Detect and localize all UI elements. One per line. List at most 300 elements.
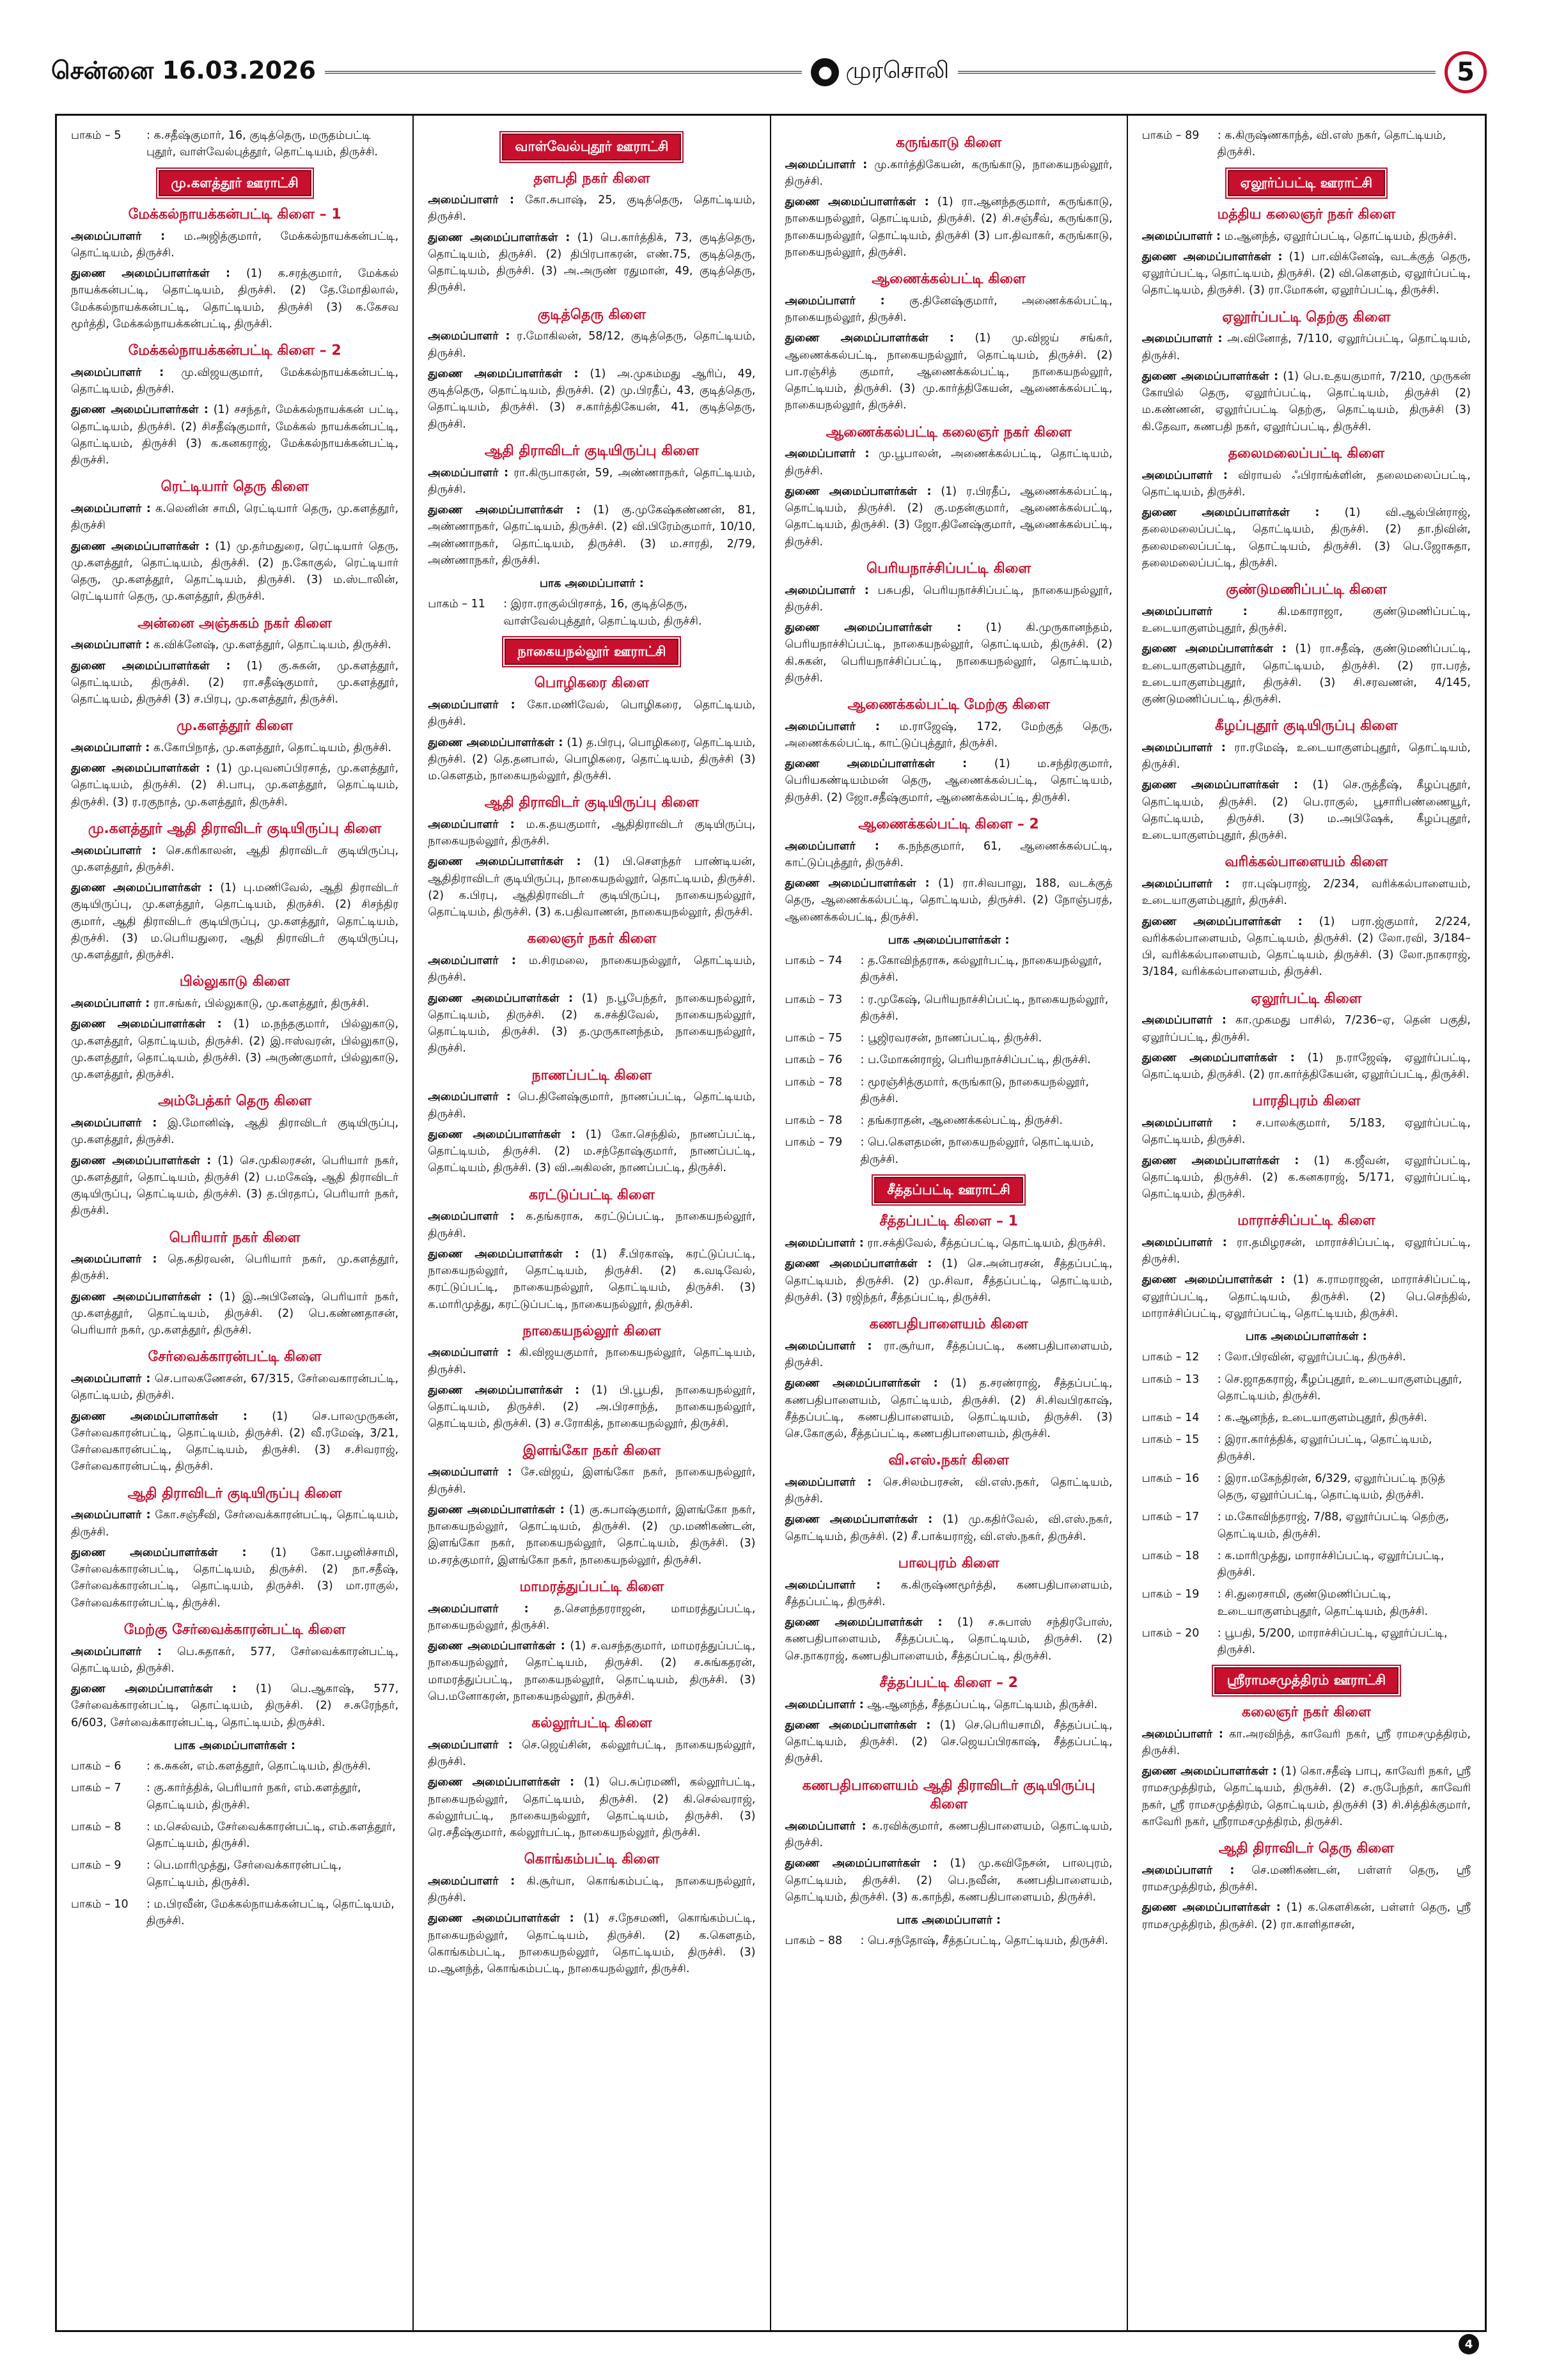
member-details: (1) கு.சுகன், மு.களத்தூர், தொட்டியம், திருச்சி. (2) ரா.சதீஷ்குமார், மு.களத்தூர், தொட்டியம், திருச்சி (3) ச.பிரபு, மு.களத்தூர், திருச்சி.	[71, 659, 399, 706]
member-details: க.தங்கராசு, கரட்டுப்பட்டி, நாகையநல்லூர், திருச்சி.	[428, 1210, 756, 1240]
member-details: க.கோபிநாத், மு.களத்தூர், தொட்டியம், திருச்சி.	[153, 741, 392, 754]
member-entry	[71, 1408, 398, 1475]
ring-logo-icon: ●	[811, 58, 839, 86]
member-details: க.விக்னேஷ், மு.களத்தூர், தொட்டியம், திருச்சி.	[153, 639, 391, 652]
member-details: (1) மு.தர்மதுரை, ரெட்டியார் தெரு, மு.களத்தூர், தொட்டியம், திருச்சி. (2) ந.கோகுல், ரெட்டியார் தெரு, மு.களத்தூர், தொட்டியம், திருச்சி. (3) ம.ஸ்டாலின், ரெட்டியார் தெரு, மு.களத்தூர், திருச்சி.	[71, 540, 399, 603]
booth-number: பாகம் – 8	[71, 1820, 121, 1833]
member-role-label: துணை அமைப்பாளர்கள் :	[71, 540, 210, 553]
member-details: (1) மு.கதிர்வேல், வி.எஸ்.நகர், தொட்டியம், திருச்சி. (2) சீ.பாக்யராஜ், வி.எஸ்.நகர், திருச்சி.	[785, 1513, 1113, 1543]
member-role-label: அமைப்பாளர் :	[71, 229, 166, 243]
booth-number: பாகம் – 13	[1141, 1373, 1200, 1386]
member-role-label: அமைப்பாளர் :	[428, 1346, 512, 1360]
member-role-label: துணை அமைப்பாளர்கள் :	[71, 1018, 222, 1031]
member-details: ஆ.ஆனந்த், சீத்தப்பட்டி, தொட்டியம், திருச்சி.	[867, 1698, 1098, 1711]
booth-details: : இரா.கார்த்திக், ஏலூர்ப்பட்டி, தொட்டியம், திருச்சி.	[1217, 1433, 1432, 1463]
section-banner-label: ஏலூர்ப்பட்டி ஊராட்சி	[1228, 170, 1385, 197]
booth-details: : செ.ஜாதகராஜ், கீழப்புதூர், உடையாகுளம்புதூர், தொட்டியம், திருச்சி.	[1217, 1373, 1462, 1403]
member-role-label: அமைப்பாளர் :	[785, 294, 885, 307]
member-role-label: அமைப்பாளர் :	[1141, 1117, 1237, 1130]
member-role-label: அமைப்பாளர் :	[1141, 469, 1228, 482]
member-role-label: அமைப்பாளர் :	[1141, 1727, 1223, 1741]
member-entry	[428, 1774, 755, 1841]
member-entry	[71, 1016, 398, 1083]
booth-number: பாகம் – 20	[1141, 1626, 1200, 1640]
member-role-label: அமைப்பாளர் :	[428, 1738, 513, 1752]
member-details: (1) க.ராமராஜன், மாராச்சிப்பட்டி, ஏலூர்ப்பட்டி, தொட்டியம், திருச்சி. (2) பெ.செந்தில், மாராச்சிப்பட்டி, ஏலூர்ப்பட்டி, தொட்டியம், திருச்சி.	[1141, 1273, 1471, 1320]
member-entry	[428, 1464, 755, 1498]
member-entry	[785, 1338, 1113, 1372]
member-role-label: அமைப்பாளர் :	[1141, 229, 1221, 243]
member-role-label: அமைப்பாளர் :	[785, 1578, 881, 1592]
member-entry	[785, 330, 1113, 414]
member-entry	[428, 853, 755, 921]
member-role-label: துணை அமைப்பாளர்கள் :	[1141, 369, 1279, 383]
booth-list-heading: பாக அமைப்பாளர்கள் :	[888, 933, 1010, 947]
branch-heading: மாமரத்துப்பட்டி கிளை	[519, 1578, 664, 1595]
booth-details: : ம.செல்வம், சேர்வைக்காரன்பட்டி, எம்.களத்தூர், தொட்டியம், திருச்சி.	[146, 1820, 396, 1850]
member-role-label: துணை அமைப்பாளர்கள் :	[428, 1128, 576, 1141]
member-details: (1) செ.பாலமுருகன், சேர்வைகாரன்பட்டி, தொட்டியம், திருச்சி. (2) வீ.ரமேஷ், 3/21, சேர்வைகாரன்பட்டி, தொட்டியம், திருச்சி. (3) ச.சிவராஜ், சேர்வைகாரன்பட்டி, திருச்சி.	[71, 1410, 399, 1474]
member-role-label: அமைப்பாளர் :	[785, 1475, 872, 1489]
booth-number: பாகம் – 17	[1141, 1511, 1200, 1524]
member-role-label: துணை அமைப்பாளர்கள் :	[785, 332, 954, 345]
member-role-label: துணை அமைப்பாளர்கள் :	[785, 1257, 932, 1271]
booth-entry	[1142, 1470, 1471, 1504]
member-entry	[1142, 740, 1471, 774]
booth-entry	[428, 596, 755, 630]
booth-number: பாகம் – 75	[785, 1032, 843, 1045]
booth-entry	[71, 1780, 398, 1814]
member-details: மு.பூபாலன், அணைக்கல்பட்டி, தொட்டியம், திருச்சி.	[785, 447, 1113, 478]
member-details: (1) இ.அபினேஷ், பெரியார் நகர், மு.களத்தூர், தொட்டியம், திருச்சி. (2) பெ.கண்ணதாசன், பெரியார் நகர், மு.களத்தூர், திருச்சி.	[71, 1290, 399, 1337]
branch-heading: பாரதிபுரம் கிளை	[1252, 1093, 1361, 1110]
member-details: (1) ச.வசந்தகுமார், மாமரத்துப்பட்டி, நாகையநல்லூர், தொட்டியம், திருச்சி. (2) ச.சுங்கதரன், மாமரத்துப்பட்டி, நாகையநல்லூர், தொட்டியம், திருச்சி. (3) பெ.மனோகரன், நாகையநல்லூர், திருச்சி.	[428, 1640, 756, 1703]
branch-heading: மு.களத்தூர் கிளை	[176, 718, 294, 735]
member-role-label: அமைப்பாளர் :	[71, 502, 151, 516]
member-entry	[1142, 1899, 1471, 1933]
member-details: சே.விஜய், இளங்கோ நகர், நாகையநல்லூர், திருச்சி.	[428, 1466, 756, 1496]
member-role-label: துணை அமைப்பாளர்கள் :	[785, 621, 962, 634]
newspaper-brand	[811, 58, 949, 87]
member-role-label: துணை அமைப்பாளர்கள் :	[1141, 779, 1299, 792]
member-details: த.செளந்தரராஜன், மாமரத்துப்பட்டி, நாகையநல்லூர், திருச்சி.	[428, 1602, 756, 1632]
member-role-label: துணை அமைப்பாளர்கள் :	[785, 758, 967, 771]
member-details: (1) ச.நேசமணி, கொங்கம்பட்டி, நாகையநல்லூர், தொட்டியம், திருச்சி. (2) க.கௌதம், கொங்கம்பட்டி, நாகையநல்லூர், தொட்டியம், திருச்சி. (3) ம.ஆனந்த், கொங்கம்பட்டி, நாகையநல்லூர், திருச்சி.	[428, 1912, 756, 1976]
member-entry	[428, 697, 755, 731]
member-details: கா.முகமது பாசில், 7/236–ஏ, தென் பகுதி, ஏலூர்ப்பட்டி, திருச்சி.	[1141, 1014, 1471, 1044]
member-details: கு.தினேஷ்குமார், அணைக்கல்பட்டி, நாகையநல்லூர், திருச்சி.	[785, 294, 1113, 325]
member-entry	[71, 740, 398, 756]
member-role-label: அமைப்பாளர் :	[785, 1698, 864, 1711]
member-entry	[1142, 1726, 1471, 1760]
member-role-label: அமைப்பாளர் :	[1141, 605, 1248, 618]
booth-entry	[71, 1857, 398, 1891]
booth-entry	[785, 1112, 1113, 1129]
member-role-label: துணை அமைப்பாளர்கள் :	[785, 1616, 943, 1629]
member-details: (1) செ.பெரியசாமி, சீத்தப்பட்டி, தொட்டியம், திருச்சி. (2) செ.ஜெயப்பிரகாஷ், சீத்தப்பட்டி, திருச்சி.	[785, 1718, 1113, 1766]
member-role-label: அமைப்பாளர் :	[71, 1509, 151, 1522]
member-entry	[71, 760, 398, 811]
member-entry	[71, 1251, 398, 1285]
booth-list-heading: பாக அமைப்பாளர்கள் :	[174, 1739, 295, 1752]
member-role-label: துணை அமைப்பாளர்கள் :	[428, 855, 581, 869]
member-details: பெ.சுதாகர், 577, சேர்வைக்காரன்பட்டி, தொட்டியம், திருச்சி.	[71, 1645, 399, 1675]
member-details: (1) பி.பூபதி, நாகையநல்லூர், தொட்டியம், திருச்சி. (2) அ.பிரசாந்த், நாகையநல்லூர், தொட்டியம், திருச்சி. (3) ச.ரோகித், நாகையநல்லூர், திருச்சி.	[428, 1383, 756, 1431]
member-role-label: துணை அமைப்பாளர்கள் :	[71, 1546, 247, 1559]
booth-details: : பெ.சந்தோஷ், சீத்தப்பட்டி, தொட்டியம், திருச்சி.	[860, 1934, 1109, 1948]
member-details: ரா.ரமேஷ், உடையாகுளம்புதூர், தொட்டியம், திருச்சி.	[1141, 741, 1471, 772]
member-role-label: துணை அமைப்பாளர்கள் :	[428, 1912, 574, 1925]
member-entry	[785, 1818, 1113, 1852]
section-banner-label: நாகையநல்லூர் ஊராட்சி	[505, 639, 678, 665]
member-entry	[785, 1855, 1113, 1906]
column-1	[57, 116, 414, 2330]
member-details: (1) க.ஜீவன், ஏலூர்ப்பட்டி, தொட்டியம், திருச்சி. (2) க.கனகராஜ், 5/171, ஏலூர்ப்பட்டி, தொட்டியம், திருச்சி.	[1141, 1154, 1471, 1201]
member-details: செ.பாலகணேசன், 67/315, சேர்வைகாரன்பட்டி, தொட்டியம், திருச்சி.	[71, 1373, 399, 1403]
booth-details: : க.சதீஷ்குமார், 16, குடித்தெரு, மருதம்பட்டி புதூர், வாள்வேல்புத்தூர், தொட்டியம், திருச்சி.	[146, 129, 378, 159]
member-role-label: அமைப்பாளர் :	[785, 447, 870, 461]
member-entry	[1142, 777, 1471, 844]
branch-heading: ரெட்டியார் தெரு கிளை	[161, 479, 309, 495]
section-banner	[785, 1177, 1113, 1204]
member-entry	[1142, 914, 1471, 981]
booth-number: பாகம் – 14	[1141, 1412, 1200, 1425]
member-role-label: அமைப்பாளர் :	[71, 844, 157, 857]
member-role-label: துணை அமைப்பாளர்கள் :	[785, 877, 930, 891]
booth-entry	[785, 992, 1113, 1025]
member-role-label: அமைப்பாளர் :	[1141, 1863, 1235, 1877]
booth-number: பாகம் – 6	[71, 1760, 121, 1773]
member-role-label: அமைப்பாளர் :	[428, 1874, 515, 1888]
branch-heading: ஆணைக்கல்பட்டி கிளை – 2	[858, 816, 1039, 832]
booth-number: பாகம் – 9	[71, 1859, 121, 1872]
member-details: க.லெனின் சாமி, ரெட்டியார் தெரு, மு.களத்தூர், திருச்சி	[71, 502, 399, 533]
member-role-label: அமைப்பாளர் :	[71, 639, 150, 652]
member-role-label: அமைப்பாளர் :	[785, 158, 868, 171]
section-banner	[428, 639, 755, 665]
booth-entry	[1142, 1625, 1471, 1659]
member-entry	[428, 1873, 755, 1907]
member-role-label: துணை அமைப்பாளர்கள் :	[1141, 506, 1320, 520]
branch-heading: கணபதிபாளையம் கிளை	[869, 1316, 1028, 1333]
member-role-label: அமைப்பாளர் :	[428, 1091, 511, 1104]
member-entry	[71, 228, 398, 262]
member-details: க.ரவிக்குமார், கணபதிபாளையம், தொட்டியம், திருச்சி.	[785, 1819, 1113, 1850]
member-entry	[785, 157, 1113, 191]
member-entry	[785, 756, 1113, 806]
newspaper-name: முரசொலி	[845, 58, 950, 84]
member-role-label: அமைப்பாளர் :	[785, 839, 879, 853]
booth-entry	[71, 1896, 398, 1930]
member-details: கோ.சுபாஷ், 25, குடித்தெரு, தொட்டியம், திருச்சி.	[428, 194, 756, 224]
booth-list-heading: பாக அமைப்பாளர்கள் :	[1246, 1330, 1367, 1344]
member-role-label: அமைப்பாளர் :	[428, 818, 515, 831]
member-details: (1) க.சரத்குமார், மேக்கல் நாயக்கன்பட்டி, தொட்டியம், திருச்சி. (2) தே.மோதிலால், மேக்கல்நாயக்கன்பட்டி, தொட்டியம், திருச்சி (3) க.கேசவ மூர்த்தி, மேக்கல்நாயக்கன்பட்டி, திருச்சி.	[71, 267, 399, 331]
member-entry	[428, 192, 755, 226]
member-entry	[1142, 876, 1471, 910]
branch-heading: ஆதி திராவிடர் குடியிருப்பு கிளை	[484, 795, 699, 811]
member-role-label: துணை அமைப்பாளர்கள் :	[428, 1503, 565, 1516]
member-details: (1) கு.முகேஷ்கண்ணன், 81, அண்ணாநகர், தொட்டியம், திருச்சி. (2) வி.பிரேம்குமார், 10/10, அண்ணாநகர், தொட்டியம், திருச்சி. (3) ம.சாரதி, 2/79, அண்ணாநகர், திருச்சி.	[428, 504, 756, 567]
member-role-label: துணை அமைப்பாளர்கள் :	[71, 403, 208, 417]
member-details: ம.ராஜேஷ், 172, மேற்குத் தெரு, அணைக்கல்பட்டி, காட்டுப்புத்தூர், திருச்சி.	[785, 720, 1113, 750]
member-entry	[785, 1474, 1113, 1508]
member-role-label: அமைப்பாளர் :	[1141, 332, 1223, 346]
booth-entry	[785, 953, 1113, 986]
member-entry	[428, 1601, 755, 1635]
member-role-label: துணை அமைப்பாளர்கள் :	[71, 1290, 213, 1303]
branch-heading: குடித்தெரு கிளை	[537, 306, 646, 323]
member-role-label: துணை அமைப்பாளர்கள் :	[785, 196, 929, 209]
member-role-label: துணை அமைப்பாளர்கள் :	[428, 1247, 579, 1261]
booth-number: பாகம் – 11	[428, 598, 485, 611]
member-details: விராயல் ஃபிராங்க்ளின், தலைமலைப்பட்டி, தொட்டியம், திருச்சி.	[1141, 469, 1471, 499]
booth-entry	[1142, 1431, 1471, 1465]
member-entry	[71, 538, 398, 605]
branch-heading: அம்பேத்கர் தெரு கிளை	[158, 1093, 312, 1110]
member-details: கோ.சஞ்சீவி, சேர்வைக்காரன்பட்டி, தொட்டியம், திருச்சி.	[71, 1509, 399, 1539]
member-role-label: அமைப்பாளர் :	[71, 741, 150, 754]
member-details: (1) பெ.கார்த்திக், 73, குடித்தெரு, தொட்டியம், திருச்சி. (2) திபிரபாகரன், எண்.75, குடித்தெரு, தொட்டியம், திருச்சி. (3) அ.அருண் ரதுமான், 49, குடித்தெரு, திருச்சி.	[428, 231, 756, 295]
member-role-label: துணை அமைப்பாளர்கள் :	[1141, 1273, 1285, 1287]
member-details: (1) பெ.ஆகாஷ், 577, சேர்வைக்காரன்பட்டி, தொட்டியம், திருச்சி. (2) ச.சுரேந்தர், 6/603, சேர்வைக்காரன்பட்டி, தொட்டியம், திருச்சி.	[71, 1683, 399, 1729]
booth-details: : பூபதி, 5/200, மாராச்சிப்பட்டி, ஏலூர்ப்பட்டி, திருச்சி.	[1217, 1626, 1448, 1657]
member-details: (1) ந.ராஜேஷ், ஏலூர்ப்பட்டி, தொட்டியம், திருச்சி. (2) ரா.கார்த்திகேயன், ஏலூர்ப்பட்டி, திருச்சி.	[1141, 1051, 1471, 1082]
member-role-label: அமைப்பாளர் :	[785, 584, 869, 597]
branch-heading: மேற்கு சேர்வைக்காரன்பட்டி கிளை	[123, 1621, 346, 1638]
column-4	[1128, 116, 1485, 2330]
member-entry	[785, 1256, 1113, 1306]
member-entry	[71, 995, 398, 1012]
member-entry	[785, 1235, 1113, 1252]
booth-details: : ம.பிரவீன், மேக்கல்நாயக்கன்பட்டி, தொட்டியம், திருச்சி.	[146, 1897, 395, 1927]
member-entry	[1142, 641, 1471, 708]
member-entry	[71, 265, 398, 332]
booth-number: பாகம் – 15	[1141, 1433, 1200, 1447]
member-details: ரா.சக்திவேல், சீத்தப்பட்டி, தொட்டியம், திருச்சி.	[867, 1237, 1106, 1250]
member-details: கோ.மணிவேல், பொழிகரை, தொட்டியம், திருச்சி.	[428, 699, 756, 729]
member-entry	[785, 875, 1113, 926]
member-details: (1) ரா.சிவபாலு, 188, வடக்குத் தெரு, ஆணைக்கல்பட்டி, தொட்டியம், திருச்சி. (2) நோஞ்பரத், ஆணைக்கல்பட்டி, திருச்சி.	[785, 877, 1113, 924]
booth-entry	[1142, 1349, 1471, 1365]
member-details: (1) பி.செளந்தர் பாண்டியன், ஆதிதிராவிடர் குடியிருப்பு, நாகையநல்லூர், தொட்டியம், திருச்சி. (2) க.பிரபு, ஆதிதிராவிடர் குடியிருப்பு, நாகையநல்லூர், தொட்டியம், திருச்சி. (3) க.பதிவாணன், நாகையநல்லூர், திருச்சி.	[428, 855, 756, 919]
member-details: (1) ச.சுபாஸ் சந்திரபோஸ், கணபதிபாளையம், சீத்தப்பட்டி, தொட்டியம், திருச்சி. (2) செ.நாகராஜ், கணபதிபாளையம், சீத்தப்பட்டி, திருச்சி.	[785, 1616, 1113, 1663]
booth-entry	[71, 1758, 398, 1775]
member-entry	[428, 1344, 755, 1378]
member-role-label: துணை அமைப்பாளர்கள் :	[785, 1513, 933, 1527]
member-details: (1) மு.கவிநேசன், பாலபுரம், தொட்டியம், திருச்சி. (2) பெ.நவீன், கணபதிபாளையம், தொட்டியம், திருச்சி. (3) க.காந்தி, கணபதிபாளையம், திருச்சி.	[785, 1857, 1113, 1904]
member-entry	[428, 735, 755, 785]
member-details: (1) செ.முகிலரசன், பெரியார் நகர், மு.களத்தூர், தொட்டியம், திருச்சி (2) ப.மகேஷ், ஆதி திராவிடர் குடியிருப்பு, தொட்டியம், திருச்சி. (3) த.பிரதாப், பெரியார் நகர், திருச்சி.	[71, 1154, 399, 1218]
branch-heading: சீத்தப்பட்டி கிளை – 1	[879, 1213, 1018, 1230]
member-details: (1) செ.அன்பரசன், சீத்தப்பட்டி, தொட்டியம், திருச்சி. (2) மு.சிவா, சீத்தப்பட்டி, தொட்டியம், திருச்சி. (3) ரஜிந்தர், சீத்தப்பட்டி, திருச்சி.	[785, 1257, 1113, 1304]
booth-number: பாகம் – 88	[785, 1934, 843, 1948]
member-details: ரா.கிருபாகரன், 59, அண்ணாநகர், தொட்டியம், திருச்சி.	[428, 466, 756, 496]
branch-heading: ஏலூர்பட்டி கிளை	[1251, 990, 1362, 1007]
member-details: ரா.தமிழரசன், மாராச்சிப்பட்டி, ஏலூர்ப்பட்டி, திருச்சி.	[1141, 1236, 1471, 1266]
booth-number: பாகம் – 78	[785, 1075, 843, 1089]
member-entry	[71, 1507, 398, 1541]
booth-entry	[1142, 1509, 1471, 1543]
member-details: (1) ரா.சதீஷ், குண்டுமணிப்பட்டி, உடையாகுளம்புதூர், தொட்டியம், திருச்சி. (2) ரா.பரத், உடையாகுளம்புதூர், திருச்சி. (3) சி.சரவணன், 4/145, குண்டுமணிப்பட்டி, திருச்சி.	[1141, 642, 1471, 706]
member-entry	[71, 401, 398, 469]
member-entry	[428, 816, 755, 850]
booth-details: : லோ.பிரவின், ஏலூர்ப்பட்டி, திருச்சி.	[1217, 1351, 1406, 1364]
booth-details: : ம.கோவிந்தராஜ், 7/88, ஏலூர்ப்பட்டி தெற்கு, தொட்டியம், திருச்சி.	[1217, 1511, 1450, 1541]
booth-details: : க.மாரிமுத்து, மாராச்சிப்பட்டி, ஏலூர்ப்பட்டி, திருச்சி.	[1217, 1549, 1445, 1580]
branch-heading: கலைஞர் நகர் கிளை	[527, 931, 657, 947]
masthead-rule-right	[958, 71, 1436, 74]
member-details: ம.அஜித்குமார், மேக்கல்நாயக்கன்பட்டி, தொட்டியம், திருச்சி.	[71, 229, 399, 260]
member-entry	[71, 843, 398, 876]
member-details: கி.சூர்யா, கொங்கம்பட்டி, நாகையநல்லூர், திருச்சி.	[428, 1874, 756, 1905]
branch-heading: மேக்கல்நாயக்கன்பட்டி கிளை – 2	[128, 343, 341, 359]
branch-heading: கல்லூர்பட்டி கிளை	[531, 1715, 652, 1732]
booth-details: : க.ஆனந்த், உடையாகுளம்புதூர், திருச்சி.	[1217, 1412, 1427, 1425]
member-entry	[1142, 228, 1471, 245]
section-banner	[1142, 1667, 1471, 1694]
member-details: ம.சிரமலை, நாகையநல்லூர், தொட்டியம், திருச்சி.	[428, 954, 756, 984]
member-entry	[1142, 1050, 1471, 1084]
member-role-label: அமைப்பாளர் :	[785, 720, 880, 733]
branch-heading: கருங்காடு கிளை	[895, 135, 1002, 151]
member-details: ர.மோகிலன், 58/12, குடித்தெரு, தொட்டியம், திருச்சி.	[428, 330, 756, 360]
member-entry	[428, 1382, 755, 1433]
booth-details: : க.சுகன், எம்.களத்தூர், தொட்டியம், திருச்சி.	[146, 1760, 372, 1773]
member-entry	[428, 229, 755, 297]
member-details: (1) மு.புவனப்பிரசாத், மு.களத்தூர், தொட்டியம், திருச்சி. (2) சி.பாபு, மு.களத்தூர், தொட்டியம், திருச்சி. (3) ர.ரகுநாத், மு.களத்தூர், திருச்சி.	[71, 762, 399, 809]
branch-heading: தலைமலைப்பட்டி கிளை	[1228, 445, 1385, 462]
member-entry	[1142, 249, 1471, 299]
member-entry	[428, 366, 755, 433]
member-details: (1) பெ.சுப்ரமணி, கல்லூர்பட்டி, நாகையநல்லூர், தொட்டியம், திருச்சி. (2) கி.செல்வராஜ், கல்லூர்பட்டி, நாகையநல்லூர், தொட்டியம், திருச்சி. (3) ரெ.சதீஷ்குமார், கல்லூர்பட்டி, நாகையநல்லூர், திருச்சி.	[428, 1776, 756, 1839]
branch-heading: கீழப்புதூர் குடியிருப்பு கிளை	[1214, 718, 1398, 735]
branch-heading: கணபதிபாளையம் ஆதி திராவிடர் குடியிருப்பு கிளை	[802, 1777, 1095, 1813]
member-role-label: துணை அமைப்பாளர்கள் :	[71, 267, 231, 281]
branch-heading: நாகையநல்லூர் கிளை	[522, 1323, 661, 1339]
booth-number: பாகம் – 10	[71, 1897, 129, 1911]
branch-heading: ஆணைக்கல்பட்டி கலைஞர் நகர் கிளை	[826, 424, 1072, 440]
booth-entry	[1142, 1586, 1471, 1620]
member-details: கி.மகாராஜா, குண்டுமணிப்பட்டி, உடையாகுளம்புதூர், திருச்சி.	[1141, 605, 1471, 635]
member-role-label: அமைப்பாளர் :	[428, 1602, 529, 1615]
booth-entry	[71, 127, 398, 161]
member-role-label: துணை அமைப்பாளர்கள் :	[1141, 642, 1287, 656]
member-role-label: அமைப்பாளர் :	[785, 1237, 864, 1250]
member-entry	[71, 1644, 398, 1677]
member-entry	[1142, 1234, 1471, 1268]
member-details: (1) ந.பூபேந்தர், நாகையநல்லூர், தொட்டியம், திருச்சி. (2) க.சக்திவேல், நாகையநல்லூர், தொட்டியம், திருச்சி. (3) த.முருகானந்தம், நாகையநல்லூர், திருச்சி.	[428, 992, 756, 1055]
member-entry	[785, 1577, 1113, 1611]
member-entry	[428, 1737, 755, 1771]
member-details: கா.அரவிந்த், காவேரி நகர், ஸ்ரீ ராமசமுத்திரம், திருச்சி.	[1141, 1727, 1471, 1757]
member-role-label: அமைப்பாளர் :	[428, 1210, 515, 1224]
member-entry	[428, 1089, 755, 1123]
member-details: (1) பு.மணிவேல், ஆதி திராவிடர் குடியிருப்பு, மு.களத்தூர், தொட்டியம், திருச்சி. (2) சிசந்திர குமார், ஆதி திராவிடர் குடியிருப்பு, மு.களத்தூர், தொட்டியம், திருச்சி. (3) ம.பெரியதுரை, ஆதி திராவிடர் குடியிருப்பு, மு.களத்தூர், திருச்சி.	[71, 882, 399, 962]
branch-heading: ஏலூர்ப்பட்டி தெற்கு கிளை	[1222, 309, 1391, 325]
member-role-label: துணை அமைப்பாளர்கள் :	[71, 659, 231, 673]
content-frame	[55, 114, 1487, 2332]
member-role-label: துணை அமைப்பாளர்கள் :	[1141, 1154, 1299, 1167]
member-details: ம.க.தயகுமார், ஆதிதிராவிடர் குடியிருப்பு, நாகையநல்லூர், திருச்சி.	[428, 818, 756, 848]
member-role-label: துணை அமைப்பாளர்கள் :	[71, 1410, 247, 1423]
member-entry	[785, 446, 1113, 479]
member-role-label: அமைப்பாளர் :	[428, 330, 510, 343]
bottom-page-marker: 4	[1459, 2334, 1479, 2354]
booth-details: : ர.முகேஷ், பெரியநாச்சிப்பட்டி, நாகையநல்லூர், திருச்சி.	[860, 993, 1109, 1023]
booth-list-heading: பாக அமைப்பாளர் :	[539, 577, 644, 591]
branch-heading: ஆதி திராவிடர் குடியிருப்பு கிளை	[127, 1485, 342, 1502]
branch-heading: ஆதி திராவிடர் தெரு கிளை	[1218, 1840, 1395, 1857]
member-entry	[428, 990, 755, 1057]
branch-heading: குண்டுமணிப்பட்டி கிளை	[1226, 582, 1387, 598]
member-details: (1) த.பிரபு, பொழிகரை, தொட்டியம், திருச்சி. (2) தெ.தனபால், பொழிகரை, தொட்டியம், திருச்சி (3) ம.கௌதம், நாகையநல்லூர், திருச்சி.	[428, 736, 756, 782]
masthead-rule-left	[325, 71, 803, 74]
member-role-label: துணை அமைப்பாளர்கள் :	[428, 504, 581, 517]
booth-number: பாகம் – 19	[1141, 1588, 1200, 1601]
member-entry	[428, 465, 755, 499]
member-details: (1) கி.முருகானந்தம், பெரியநாச்சிப்பட்டி, நாகையநல்லூர், தொட்டியம், திருச்சி. (2) கி.சுகன், பெரியநாச்சிப்பட்டி, நாகையநல்லூர், தொட்டியம், திருச்சி.	[785, 621, 1113, 685]
member-role-label: துணை அமைப்பாளர்கள் :	[428, 992, 574, 1005]
member-entry	[71, 880, 398, 963]
member-details: (1) செ.ருத்தீஷ், கீழப்புதூர், தொட்டியம், திருச்சி. (2) பெ.ராகுல், பூசாரிபண்ணையூர், தொட்டியம், திருச்சி. (3) ம.அபிஷேக், கீழப்புதூர், உடையாகுளம்புதூர், திருச்சி.	[1141, 779, 1471, 843]
branch-heading: மத்திய கலைஞர் நகர் கிளை	[1217, 206, 1396, 222]
booth-entry	[785, 1134, 1113, 1168]
booth-number: பாகம் – 12	[1141, 1351, 1200, 1364]
member-entry	[71, 1153, 398, 1220]
member-role-label: அமைப்பாளர் :	[71, 997, 150, 1011]
member-details: (1) ர.பிரதீப், ஆணைக்கல்பட்டி, தொட்டியம், திருச்சி. (2) கு.மதன்குமார், ஆணைக்கல்பட்டி, தொட்டியம், திருச்சி. (3) ஜோ.தினேஷ்குமார், ஆணைக்கல்பட்டி, திருச்சி.	[785, 485, 1113, 548]
booth-number: பாகம் – 79	[785, 1136, 843, 1149]
branch-heading: கலைஞர் நகர் கிளை	[1241, 1704, 1371, 1720]
booth-list-heading: பாக அமைப்பாளர் :	[897, 1914, 1001, 1927]
member-details: இ.மோனிஷ், ஆதி திராவிடர் குடியிருப்பு, மு.களத்தூர், திருச்சி.	[71, 1117, 399, 1147]
section-banner-label: சீத்தப்பட்டி ஊராட்சி	[874, 1177, 1022, 1204]
booth-number: பாகம் – 18	[1141, 1549, 1200, 1562]
branch-heading: சீத்தப்பட்டி கிளை – 2	[879, 1674, 1018, 1691]
member-role-label: அமைப்பாளர் :	[71, 1117, 157, 1130]
member-entry	[785, 838, 1113, 872]
member-details: (1) அ.முகம்மது ஆரிப், 49, குடித்தெரு, தொட்டியம், திருச்சி. (2) மு.பிரதீப், 43, குடித்தெரு, தொட்டியம், திருச்சி. (3) ச.கார்த்திகேயன், 41, குடித்தெரு, திருச்சி.	[428, 367, 756, 431]
member-role-label: அமைப்பாளர் :	[71, 1645, 162, 1658]
member-entry	[785, 1511, 1113, 1545]
member-entry	[428, 1638, 755, 1705]
member-role-label: அமைப்பாளர் :	[71, 1373, 151, 1386]
member-entry	[785, 619, 1113, 687]
member-role-label: துணை அமைப்பாளர்கள் :	[1141, 1765, 1277, 1778]
member-entry	[428, 1246, 755, 1313]
member-details: (1) சீ.பிரகாஷ், கரட்டுப்பட்டி, நாகையநல்லூர், தொட்டியம், திருச்சி. (2) க.வடிவேல், கரட்டுப்பட்டி, நாகையநல்லூர், தொட்டியம், திருச்சி. (3) க.மாரிமுத்து, கரட்டுப்பட்டி, நாகையநல்லூர், திருச்சி.	[428, 1247, 756, 1311]
booth-entry	[785, 1074, 1113, 1108]
member-entry	[1142, 467, 1471, 501]
member-entry	[1142, 331, 1471, 364]
booth-number: பாகம் – 7	[71, 1782, 121, 1795]
member-details: (1) ம.நந்தகுமார், பில்லுகாடு, மு.களத்தூர், தொட்டியம், திருச்சி. (2) இ.ஈஸ்வரன், பில்லுகாடு, மு.களத்தூர், தொட்டியம், திருச்சி. (3) அருண்குமார், பில்லுகாடு, மு.களத்தூர், திருச்சி.	[71, 1018, 399, 1082]
member-entry	[71, 501, 398, 534]
member-entry	[428, 1502, 755, 1569]
member-entry	[428, 953, 755, 986]
member-entry	[71, 1289, 398, 1339]
booth-number: பாகம் – 76	[785, 1054, 843, 1067]
member-role-label: துணை அமைப்பாளர்கள் :	[71, 882, 214, 895]
member-role-label: அமைப்பாளர் :	[71, 1253, 157, 1266]
member-entry	[785, 582, 1113, 616]
booth-details: : மூரஞ்சித்குமார், கருங்காடு, நாகையநல்லூர், திருச்சி.	[860, 1075, 1090, 1105]
member-details: மு.கார்த்திகேயன், கருங்காடு, நாகையநல்லூர், திருச்சி.	[785, 158, 1113, 188]
branch-heading: இளங்கோ நகர் கிளை	[522, 1442, 661, 1459]
branch-heading: பில்லுகாடு கிளை	[179, 974, 290, 990]
member-entry	[71, 637, 398, 653]
